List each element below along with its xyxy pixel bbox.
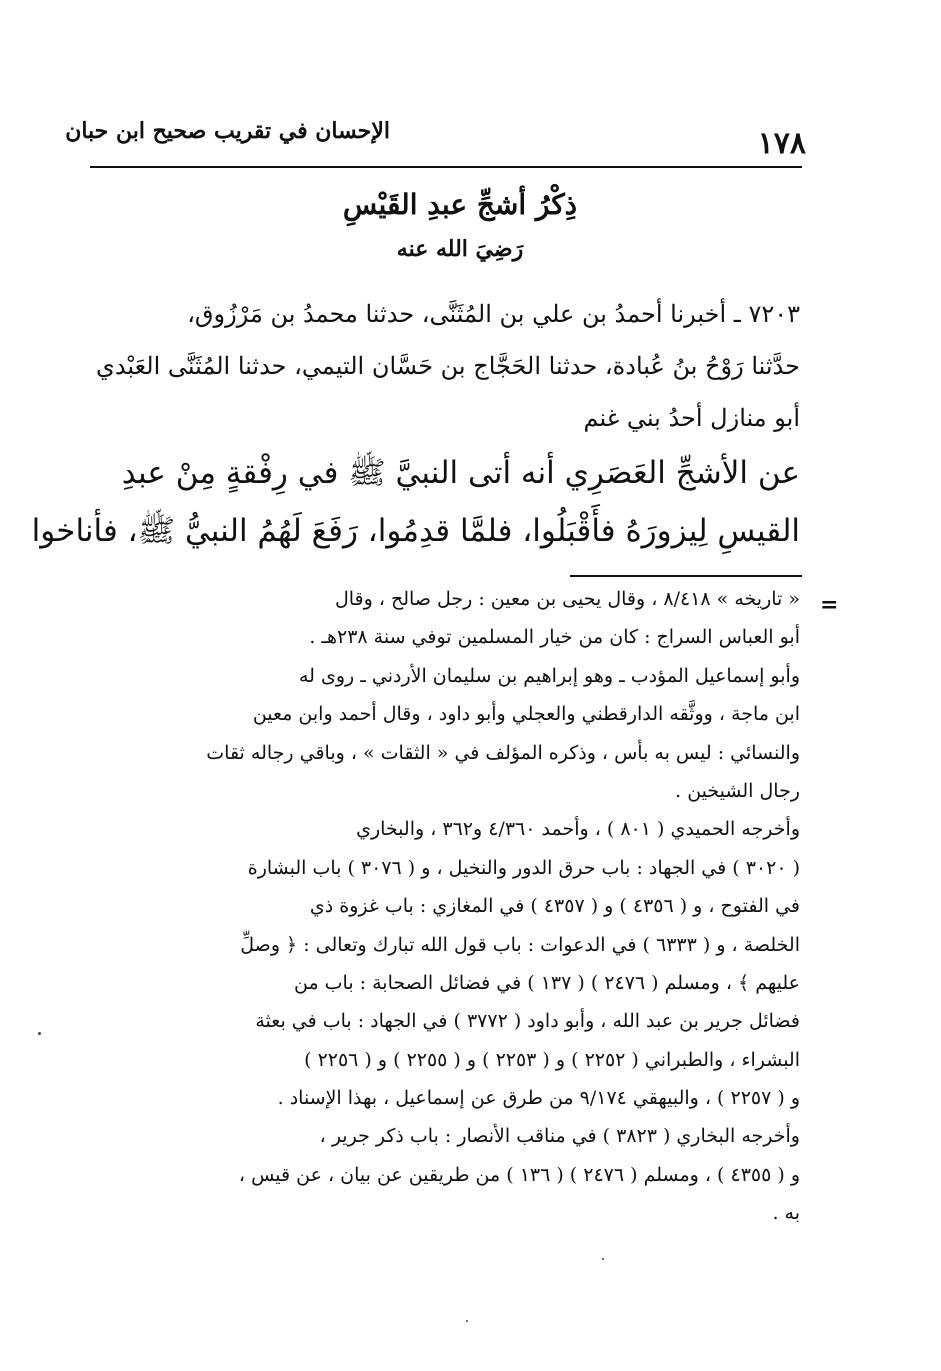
footnote-line: رجال الشيخين . — [675, 779, 800, 802]
running-header-title: الإحسان في تقريب صحيح ابن حبان — [65, 118, 390, 144]
footnote-line: و ( ٢٢٥٧ ) ، والبيهقي ٩/١٧٤ من طرق عن إسماعيل ، بهذا الإسناد . — [277, 1087, 800, 1110]
hadith-isnad — [96, 288, 800, 444]
footnote-continuation-marker: = — [820, 592, 839, 618]
footnotes — [100, 580, 800, 1233]
footnote-line: البشراء ، والطبراني ( ٢٢٥٢ ) و ( ٢٢٥٣ ) و ( ٢٢٥٥ ) و ( ٢٢٥٦ ) — [304, 1048, 800, 1071]
page-number: ١٧٨ — [757, 126, 806, 161]
scan-speck — [466, 1320, 468, 1322]
footnote-line: في الفتوح ، و ( ٤٣٥٦ ) و ( ٤٣٥٧ ) في المغازي : باب غزوة ذي — [309, 895, 800, 918]
footnote-line: عليهم ﴾ ، ومسلم ( ٢٤٧٦ ) ( ١٣٧ ) في فضائل الصحابة : باب من — [293, 971, 800, 994]
matn-line: عن الأشجِّ العَصَرِي أنه أتى النبيَّ ﷺ في رِفْقةٍ مِنْ عبدِ — [121, 455, 800, 491]
footnote-divider — [570, 575, 802, 577]
footnote-line: أبو العباس السراج : كان من خيار المسلمين توفي سنة ٢٣٨هـ . — [309, 626, 800, 649]
footnote-line: وأبو إسماعيل المؤدب ـ وهو إبراهيم بن سليمان الأردني ـ روى له — [298, 664, 800, 687]
matn-line: القيسِ لِيزورَهُ فأَقْبَلُوا، فلمَّا قدِمُوا، رَفَعَ لَهُمُ النبيُّ ﷺ، فأناخوا — [31, 513, 800, 549]
footnote-line: الخلصة ، و ( ٦٣٣٣ ) في الدعوات : باب قول الله تبارك وتعالى : ﴿ وصلِّ — [240, 933, 800, 956]
section-heading: ذِكْرُ أشجِّ عبدِ القَيْسِ — [342, 188, 578, 221]
footnote-line: « تاريخه » ٨/٤١٨ ، وقال يحيى بن معين : رجل صالح ، وقال — [334, 588, 800, 610]
isnad-line: ٧٢٠٣ ـ أخبرنا أحمدُ بن علي بن المُثَنَّى، حدثنا محمدُ بن مَرْزُوق، — [187, 300, 800, 328]
scan-speck — [38, 1032, 41, 1035]
footnote-line: وأخرجه الحميدي ( ٨٠١ ) ، وأحمد ٤/٣٦٠ و٣٦٢ ، والبخاري — [356, 818, 800, 841]
footnote-line: وأخرجه البخاري ( ٣٨٢٣ ) في مناقب الأنصار : باب ذكر جرير ، — [319, 1125, 800, 1148]
hadith-matn — [31, 444, 800, 560]
footnote-line: به . — [772, 1202, 800, 1225]
isnad-line: أبو منازل أحدُ بني غنم — [583, 404, 800, 432]
header-divider — [90, 166, 802, 168]
scan-speck — [602, 1258, 604, 1260]
footnote-line: ( ٣٠٢٠ ) في الجهاد : باب حرق الدور والنخيل ، و ( ٣٠٧٦ ) باب البشارة — [247, 856, 800, 879]
footnote-line: فضائل جرير بن عبد الله ، وأبو داود ( ٣٧٧٢ ) في الجهاد : باب في بعثة — [255, 1010, 800, 1033]
isnad-line: حدَّثنا رَوْحُ بنُ عُبادة، حدثنا الحَجَّاج بن حَسَّان التيمي، حدثنا المُثَنَّى العَبْدي — [96, 352, 800, 380]
footnote-line: و ( ٤٣٥٥ ) ، ومسلم ( ٢٤٧٦ ) ( ١٣٦ ) من طريقين عن بيان ، عن قيس ، — [238, 1163, 800, 1186]
footnote-line: ابن ماجة ، ووثَّقه الدارقطني والعجلي وأبو داود ، وقال أحمد وابن معين — [252, 703, 800, 726]
section-subheading: رَضِيَ الله عنه — [396, 236, 524, 262]
footnote-line: والنسائي : ليس به بأس ، وذكره المؤلف في « الثقات » ، وباقي رجاله ثقات — [206, 741, 800, 764]
